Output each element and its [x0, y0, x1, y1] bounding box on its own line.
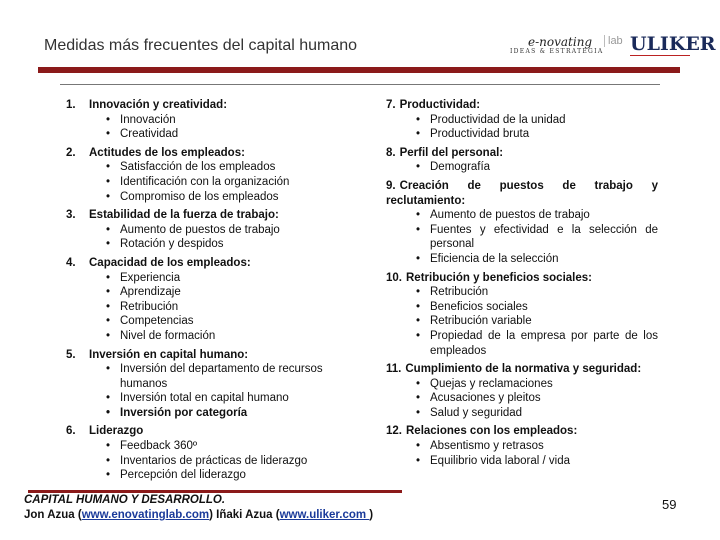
enovating-logo-tagline: IDEAS & ESTRATEGIA [510, 48, 604, 55]
right-column [386, 98, 658, 472]
uliker-logo [630, 33, 716, 55]
section-title: Actitudes de los empleados: [89, 146, 245, 159]
list-item: • Satisfacción de los empleados [66, 160, 356, 175]
list-item: • Identificación con la organización [66, 175, 356, 190]
section-title: Inversión en capital humano: [89, 348, 249, 361]
list-item: • Inversión total en capital humano [66, 391, 356, 406]
section-number: 1. [66, 99, 76, 111]
section-relaciones [386, 424, 658, 468]
section-number: 4. [66, 256, 76, 269]
section-innovacion [66, 98, 356, 142]
footer [24, 493, 373, 523]
slide-title: Medidas más frecuentes del capital humano [44, 37, 358, 54]
list-item: • Absentismo y retrasos [386, 439, 658, 454]
section-title: Creación de puestos de trabajo y reclutamiento: [386, 179, 658, 207]
footer-authors [24, 508, 373, 523]
section-title: Relaciones con los empleados: [406, 425, 578, 438]
section-number: 10. [386, 271, 402, 284]
page-number: 59 [662, 497, 677, 512]
list-item: • Demografía [386, 160, 658, 175]
section-creacion-puestos [386, 179, 658, 267]
section-number: 11. [386, 363, 402, 376]
section-actitudes [66, 146, 356, 204]
section-perfil [386, 146, 658, 175]
section-capacidad [66, 256, 356, 344]
header-red-bar [38, 67, 680, 73]
section-inversion [66, 348, 356, 421]
section-liderazgo [66, 424, 356, 482]
list-item: • Fuentes y efectividad e la selección de personal [386, 223, 658, 252]
list-item: • Creatividad [66, 127, 356, 142]
section-number: 3. [66, 209, 76, 222]
list-item: • Compromiso de los empleados [66, 190, 356, 205]
list-item: • Competencias [66, 314, 356, 329]
list-item: • Aumento de puestos de trabajo [386, 208, 658, 223]
section-number: 5. [66, 348, 76, 361]
list-item: • Beneficios sociales [386, 300, 658, 315]
enovating-logo [510, 35, 623, 59]
section-productividad [386, 98, 658, 142]
list-item: • Inversión del departamento de recursos humanos [66, 362, 356, 391]
section-number: 9. [386, 179, 396, 192]
uliker-logo-text: ULIKER [630, 33, 716, 55]
footer-end: ) [369, 509, 374, 521]
section-cumplimiento [386, 362, 658, 420]
section-number: 7. [386, 99, 396, 111]
section-title: Estabilidad de la fuerza de trabajo: [89, 209, 279, 222]
list-item: • Acusaciones y pleitos [386, 391, 658, 406]
uliker-logo-underline [630, 55, 690, 59]
footer-title: CAPITAL HUMANO Y DESARROLLO. [24, 494, 226, 506]
list-item: • Innovación [66, 113, 356, 128]
list-item: • Percepción del liderazgo [66, 468, 356, 483]
list-item: • Feedback 360º [66, 439, 356, 454]
list-item: • Nivel de formación [66, 329, 356, 344]
left-column [66, 98, 356, 487]
list-item: • Aprendizaje [66, 285, 356, 300]
enovatinglab-link[interactable]: www.enovatinglab.com [81, 509, 210, 521]
section-title: Productividad: [399, 99, 481, 111]
section-title: Liderazgo [89, 425, 144, 438]
list-item: • Eficiencia de la selección [386, 252, 658, 267]
list-item: • Propiedad de la empresa por parte de los empleados [386, 329, 658, 358]
list-item: • Quejas y reclamaciones [386, 377, 658, 392]
list-item: • Inversión por categoría [66, 406, 356, 421]
footer-author-1: Jon Azua ( [24, 509, 82, 521]
enovating-logo-lab: lab [604, 35, 623, 47]
list-item: • Salud y seguridad [386, 406, 658, 421]
list-item: • Productividad de la unidad [386, 113, 658, 128]
list-item: • Rotación y despidos [66, 237, 356, 252]
section-number: 6. [66, 425, 76, 438]
uliker-link[interactable]: www.uliker.com [279, 509, 370, 521]
list-item: • Experiencia [66, 271, 356, 286]
list-item: • Retribución variable [386, 314, 658, 329]
header-divider [60, 84, 660, 85]
section-number: 12. [386, 425, 402, 438]
list-item: • Equilibrio vida laboral / vida [386, 454, 658, 469]
list-item: • Productividad bruta [386, 127, 658, 142]
section-title: Perfil del personal: [399, 146, 504, 159]
list-item: • Aumento de puestos de trabajo [66, 223, 356, 238]
list-item: • Inventarios de prácticas de liderazgo [66, 454, 356, 469]
enovating-logo-word: e-novating [528, 35, 593, 49]
list-item: • Retribución [66, 300, 356, 315]
section-number: 8. [386, 146, 396, 159]
section-title: Innovación y creatividad: [89, 99, 228, 111]
footer-author-2: ) Iñaki Azua ( [209, 509, 280, 521]
list-item: • Retribución [386, 285, 658, 300]
section-title: Cumplimiento de la normativa y seguridad: [405, 363, 642, 376]
section-estabilidad [66, 208, 356, 252]
section-number: 2. [66, 146, 76, 159]
section-retribucion [386, 271, 658, 359]
section-title: Capacidad de los empleados: [89, 256, 251, 269]
section-title: Retribución y beneficios sociales: [406, 271, 592, 284]
